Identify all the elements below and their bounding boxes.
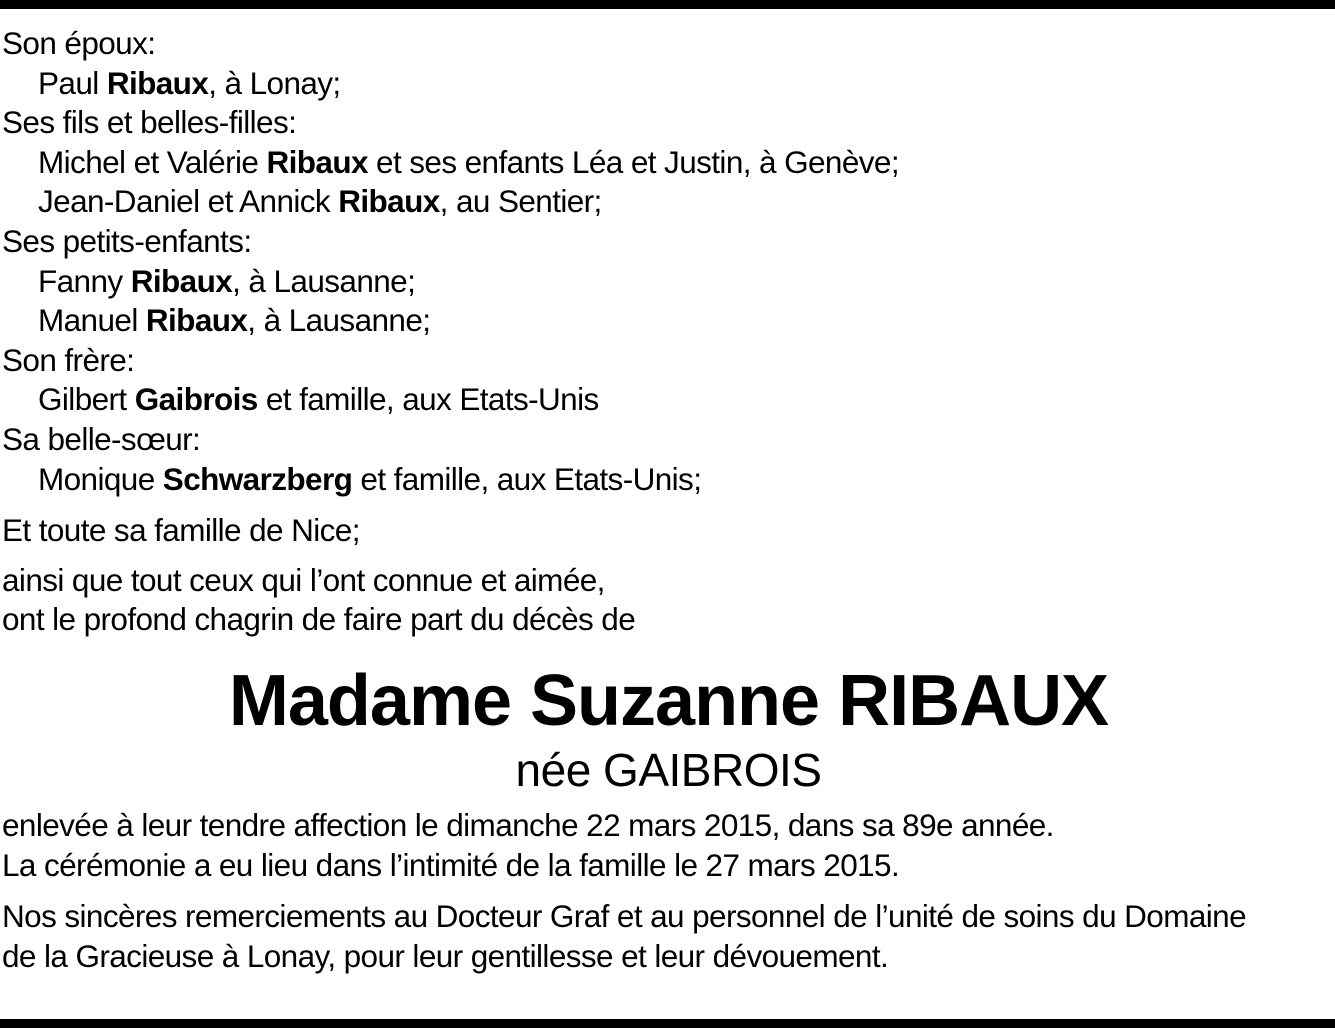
sons-heading: Ses fils et belles-filles:	[2, 104, 297, 141]
spouse-location: , à Lonay;	[208, 64, 341, 101]
top-rule	[0, 0, 1335, 9]
spouse-last-name: Ribaux	[106, 64, 209, 101]
ceremony-details-line: La cérémonie a eu lieu dans l’intimité de la famille le 27 mars 2015.	[2, 846, 900, 883]
obituary-notice	[2, 24, 1335, 976]
sister-in-law-entry	[2, 460, 1335, 500]
brother-entry	[2, 380, 1335, 420]
son-details: , au Sentier;	[439, 183, 602, 220]
grandchild-location: , à Lausanne;	[247, 302, 431, 339]
spouse-first-name: Paul	[38, 64, 99, 101]
sister-in-law-details: et famille, aux Etats-Unis;	[352, 460, 702, 497]
announcement-line: ainsi que tout ceux qui l’ont connue et aimée,	[2, 561, 605, 598]
brother-last-name: Gaibrois	[134, 381, 258, 418]
grandchild-last-name: Ribaux	[130, 262, 233, 299]
spouse-heading: Son époux:	[2, 25, 156, 61]
brother-first-name: Gilbert	[38, 381, 135, 418]
grandchild-entry	[2, 301, 1335, 341]
grandchildren-heading: Ses petits-enfants:	[2, 222, 252, 259]
grandchild-entry	[2, 262, 1335, 302]
son-details: et ses enfants Léa et Justin, à Genève;	[367, 143, 899, 180]
brother-details: et famille, aux Etats-Unis	[257, 381, 599, 418]
son-last-name: Ribaux	[266, 143, 368, 180]
son-first-names: Michel et Valérie	[38, 143, 267, 180]
bottom-rule	[0, 1019, 1335, 1028]
grandchild-location: , à Lausanne;	[232, 262, 416, 299]
sister-in-law-first-name: Monique	[38, 460, 163, 497]
sister-in-law-last-name: Schwarzberg	[162, 460, 353, 497]
sister-in-law-heading: Sa belle-sœur:	[2, 420, 201, 457]
son-entry	[2, 143, 1335, 183]
family-nice-line: Et toute sa famille de Nice;	[2, 512, 360, 549]
son-entry	[2, 182, 1335, 222]
announcement-line: ont le profond chagrin de faire part du décès de	[2, 601, 636, 638]
son-last-name: Ribaux	[338, 183, 440, 220]
brother-heading: Son frère:	[2, 341, 135, 378]
grandchild-first-name: Manuel	[38, 302, 146, 339]
deceased-name: Madame Suzanne RIBAUX	[228, 660, 1109, 741]
grandchild-last-name: Ribaux	[145, 302, 248, 339]
death-details-line: enlevée à leur tendre affection le dimanche 22 mars 2015, dans sa 89e année.	[2, 806, 1054, 843]
son-first-names: Jean-Daniel et Annick	[38, 183, 339, 220]
thanks-line: Nos sincères remerciements au Docteur Graf et au personnel de l’unité de soins du Domaine	[2, 898, 1247, 935]
thanks-line: de la Gracieuse à Lonay, pour leur gentillesse et leur dévouement.	[2, 937, 889, 974]
grandchild-first-name: Fanny	[38, 262, 131, 299]
maiden-name: née GAIBROIS	[515, 743, 822, 796]
spouse-entry	[2, 64, 1335, 104]
